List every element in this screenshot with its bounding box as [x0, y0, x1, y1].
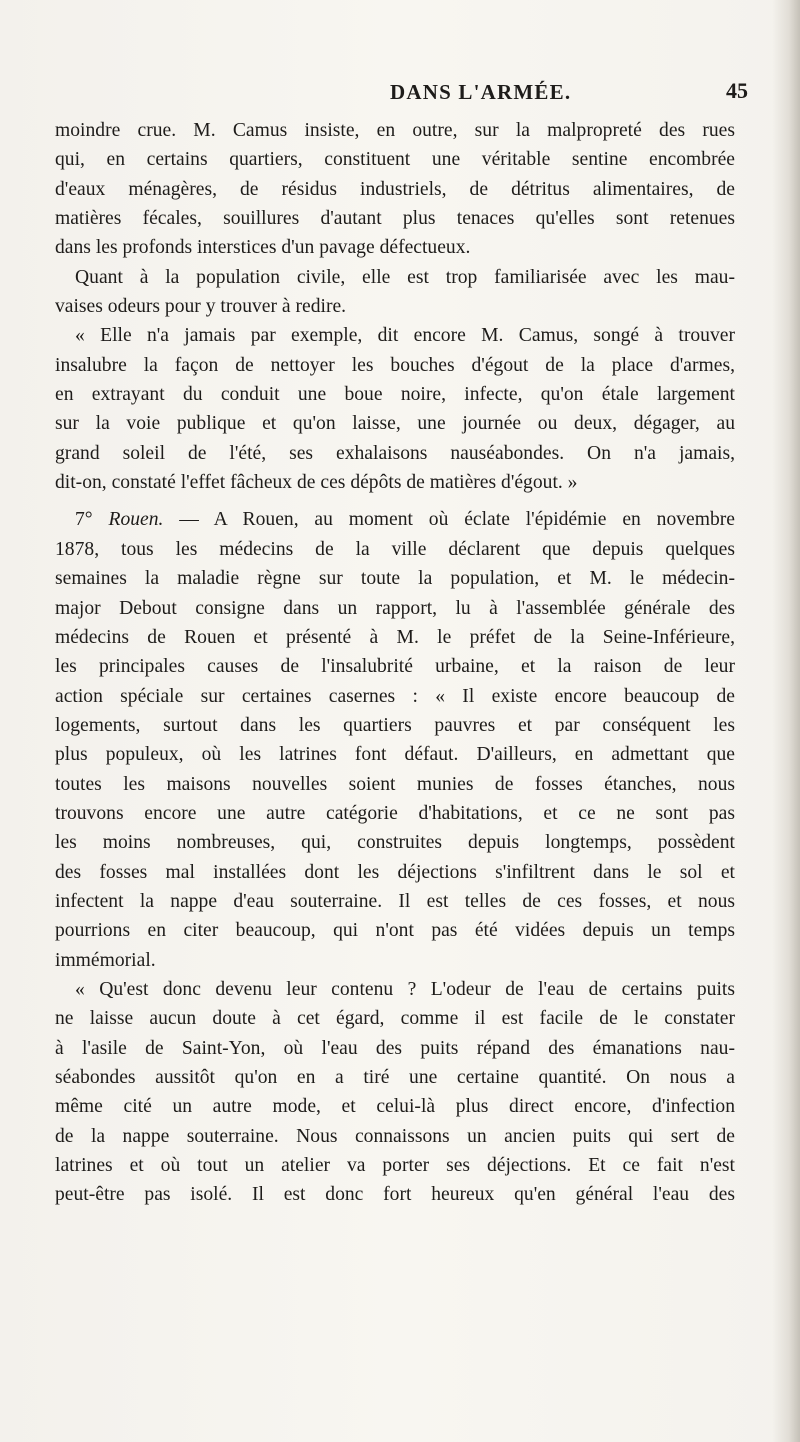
- running-head: DANS L'ARMÉE.: [390, 80, 572, 104]
- text-line: en extrayant du conduit une boue noire, infecte, qu'on étale largement: [55, 384, 735, 406]
- text-line: sur la voie publique et qu'on laisse, une journée ou deux, dégager, au: [55, 413, 735, 435]
- body-text: [55, 116, 735, 1210]
- text-line: moindre crue. M. Camus insiste, en outre, sur la malpropreté des rues: [55, 120, 735, 141]
- text-line: à l'asile de Saint-Yon, où l'eau des puits répand des émanations nau-: [55, 1037, 735, 1059]
- text-line: Quant à la population civile, elle est trop familiarisée avec les mau-: [75, 266, 735, 288]
- text-line: immémorial.: [55, 949, 156, 971]
- text-line: — A Rouen, au moment où éclate l'épidémie en novembre: [179, 509, 735, 531]
- text-line: qui, en certains quartiers, constituent une véritable sentine encombrée: [55, 149, 735, 171]
- text-line: grand soleil de l'été, ses exhalaisons nauséabondes. On n'a jamais,: [55, 442, 735, 464]
- section-title: Rouen.: [108, 509, 164, 531]
- text-line: matières fécales, souillures d'autant plus tenaces qu'elles sont retenues: [55, 208, 735, 230]
- text-line: les moins nombreuses, qui, construites depuis longtemps, possèdent: [55, 832, 735, 854]
- text-line: médecins de Rouen et présenté à M. le préfet de la Seine-Inférieure,: [55, 626, 735, 648]
- text-line: « Elle n'a jamais par exemple, dit encore M. Camus, songé à trouver: [75, 325, 735, 347]
- text-line: des fosses mal installées dont les déjections s'infiltrent dans le sol et: [55, 861, 735, 883]
- text-line: logements, surtout dans les quartiers pauvres et par conséquent les: [55, 714, 735, 736]
- text-line: pourrions en citer beaucoup, qui n'ont pas été vidées depuis un temps: [55, 920, 735, 942]
- page-number: 45: [726, 78, 748, 103]
- text-line: d'eaux ménagères, de résidus industriels, de détritus alimentaires, de: [55, 178, 735, 200]
- text-line: peut-être pas isolé. Il est donc fort heureux qu'en général l'eau des: [55, 1184, 735, 1206]
- text-line: infectent la nappe d'eau souterraine. Il est telles de ces fosses, et nous: [55, 890, 735, 912]
- text-line: plus populeux, où les latrines font défaut. D'ailleurs, en admettant que: [55, 744, 735, 766]
- text-line: dit-on, constaté l'effet fâcheux de ces dépôts de matières d'égout. »: [55, 472, 578, 494]
- text-line: « Qu'est donc devenu leur contenu ? L'odeur de l'eau de certains puits: [75, 978, 735, 1000]
- text-line: action spéciale sur certaines casernes : « Il existe encore beaucoup de: [55, 685, 735, 707]
- text-line: dans les profonds interstices d'un pavage défectueux.: [55, 237, 471, 259]
- text-line: trouvons encore une autre catégorie d'habitations, et ce ne sont pas: [55, 802, 735, 824]
- text-line: vaises odeurs pour y trouver à redire.: [55, 296, 347, 318]
- text-line: latrines et où tout un atelier va porter ses déjections. Et ce fait n'est: [55, 1155, 735, 1177]
- text-line: semaines la maladie règne sur toute la population, et M. le médecin-: [55, 568, 735, 590]
- text-line: major Debout consigne dans un rapport, lu à l'assemblée générale des: [55, 597, 735, 619]
- text-line: les principales causes de l'insalubrité urbaine, et la raison de leur: [55, 656, 735, 678]
- text-line: toutes les maisons nouvelles soient munies de fosses étanches, nous: [55, 773, 735, 795]
- text-line: séabondes aussitôt qu'on en a tiré une certaine quantité. On nous a: [55, 1067, 735, 1088]
- section-number: 7°: [75, 509, 93, 531]
- page-edge-shadow: [772, 0, 800, 1442]
- text-line: de la nappe souterraine. Nous connaissons un ancien puits qui sert de: [55, 1125, 735, 1147]
- text-line: 1878, tous les médecins de la ville déclarent que depuis quelques: [55, 538, 735, 560]
- text-line: insalubre la façon de nettoyer les bouches d'égout de la place d'armes,: [55, 354, 735, 376]
- text-line: même cité un autre mode, et celui-là plus direct encore, d'infection: [55, 1096, 735, 1118]
- section-heading-line: [55, 505, 735, 534]
- text-line: ne laisse aucun doute à cet égard, comme il est facile de le constater: [55, 1008, 735, 1030]
